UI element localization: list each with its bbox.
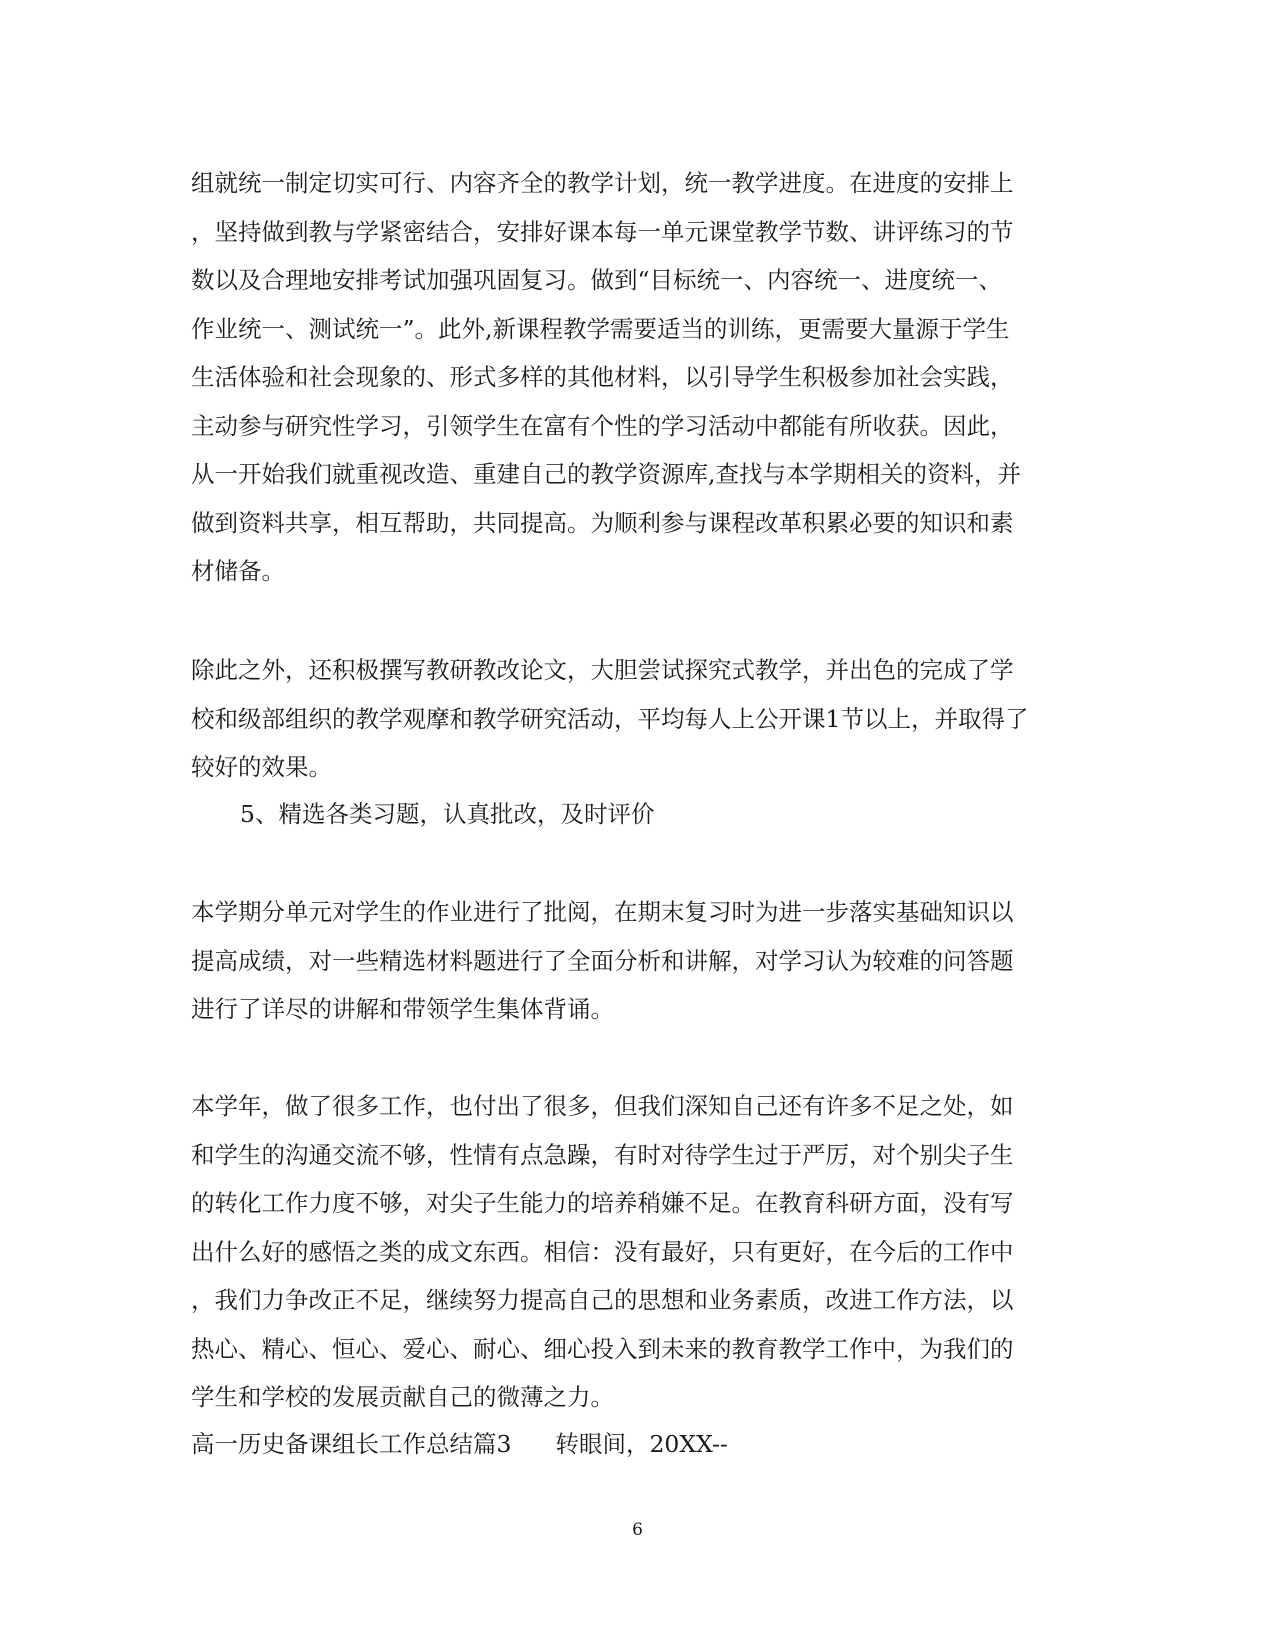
section-heading-5 xyxy=(240,790,1130,839)
page-number: 6 xyxy=(632,1520,643,1540)
text-line: 主动参与研究性学习，引领学生在富有个性的学习活动中都能有所收获。因此， xyxy=(191,411,1014,440)
text-line: 出什么好的感悟之类的成文东西。相信：没有最好，只有更好，在今后的工作中 xyxy=(191,1237,1014,1266)
heading-text: 5、精选各类习题，认真批改，及时评价 xyxy=(240,800,655,828)
next-section-title: 高一历史备课组长工作总结篇3 xyxy=(191,1430,512,1458)
text-line: 校和级部组织的教学观摩和教学研究活动，平均每人上公开课1节以上，并取得了 xyxy=(191,704,1029,733)
text-line: ，我们力争改正不足，继续努力提高自己的思想和业务素质，改进工作方法，以 xyxy=(191,1286,1014,1314)
text-line: 进行了详尽的讲解和带领学生集体背诵。 xyxy=(191,995,614,1023)
text-line: 数以及合理地安排考试加强巩固复习。做到“目标统一、内容统一、进度统一、 xyxy=(191,266,1003,294)
text-line: 生活体验和社会现象的、形式多样的其他材料，以引导学生积极参加社会实践， xyxy=(191,363,1014,391)
text-line: 除此之外，还积极撰写教研教改论文，大胆尝试探究式教学，并出色的完成了学 xyxy=(191,656,1014,684)
text-line: 提高成绩，对一些精选材料题进行了全面分析和讲解，对学习认为较难的问答题 xyxy=(191,946,1014,975)
text-line: ，坚持做到教与学紧密结合，安排好课本每一单元课堂教学节数、讲评练习的节 xyxy=(191,217,1014,246)
text-line: 热心、精心、恒心、爱心、耐心、细心投入到未来的教育教学工作中，为我们的 xyxy=(191,1334,1014,1363)
text-line: 和学生的沟通交流不够，性情有点急躁，有时对待学生过于严厉，对个别尖子生 xyxy=(191,1140,1014,1169)
text-line: 材储备。 xyxy=(191,557,285,585)
text-line: 的转化工作力度不够，对尖子生能力的培养稍嫌不足。在教育科研方面，没有写 xyxy=(191,1189,1014,1217)
text-line: 本学期分单元对学生的作业进行了批阅，在期末复习时为进一步落实基础知识以 xyxy=(191,898,1014,926)
text-line: 本学年，做了很多工作，也付出了很多，但我们深知自己还有许多不足之处，如 xyxy=(191,1092,1014,1120)
text-line: 较好的效果。 xyxy=(191,753,332,781)
next-section-start xyxy=(191,1420,1081,1469)
paragraph-teaching-plan xyxy=(191,159,1081,596)
text-line: 做到资料共享，相互帮助，共同提高。为顺利参与课程改革积累必要的知识和素 xyxy=(191,508,1014,537)
text-line xyxy=(191,1420,1081,1469)
next-section-continuation: 转眼间，20XX-- xyxy=(555,1430,728,1458)
text-line: 作业统一、测试统一”。此外,新课程教学需要适当的训练，更需要大量源于学生 xyxy=(191,314,1010,343)
paragraph-reflection xyxy=(191,1082,1081,1422)
text-line: 组就统一制定切实可行、内容齐全的教学计划，统一教学进度。在进度的安排上 xyxy=(191,169,1014,197)
text-line: 从一开始我们就重视改造、重建自己的教学资源库,查找与本学期相关的资料，并 xyxy=(191,460,1021,488)
paragraph-research xyxy=(191,646,1081,792)
text-line: 学生和学校的发展贡献自己的微薄之力。 xyxy=(191,1383,614,1411)
paragraph-homework xyxy=(191,888,1081,1034)
